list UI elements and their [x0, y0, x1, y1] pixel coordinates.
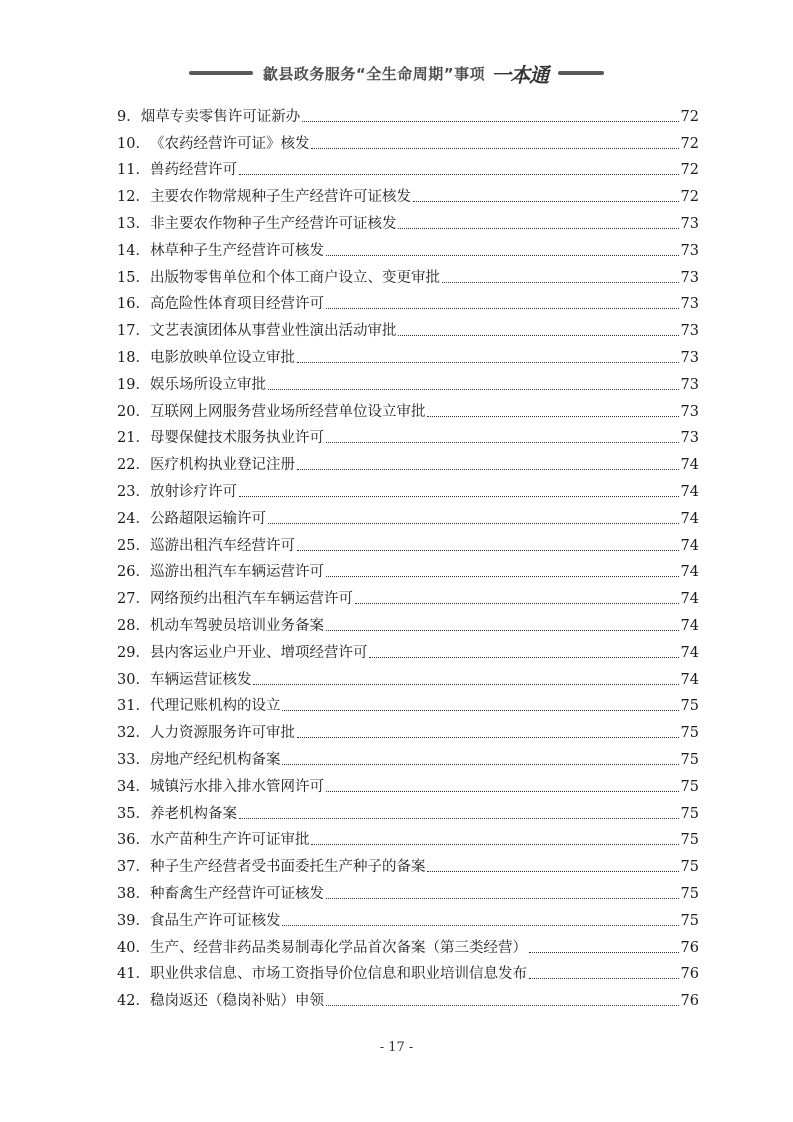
toc-entry-page: 75 [680, 698, 699, 715]
toc-entry-number: 39． [117, 912, 150, 929]
toc-entry-title: 县内客运业户开业、增项经营许可 [149, 644, 368, 661]
toc-entry[interactable] [117, 715, 699, 742]
toc-entry-title: 稳岗返还（稳岗补贴）申领 [149, 993, 324, 1010]
toc-dot-leader [326, 1005, 679, 1006]
toc-entry-title: 人力资源服务许可审批 [149, 725, 295, 742]
toc-entry[interactable] [117, 340, 699, 367]
toc-entry-number: 13． [117, 215, 150, 232]
toc-entry-page: 76 [680, 993, 699, 1010]
toc-entry[interactable] [117, 689, 699, 716]
toc-entry-number: 24． [117, 510, 150, 527]
toc-entry-page: 72 [680, 135, 699, 152]
toc-entry[interactable] [117, 394, 699, 421]
toc-entry[interactable] [117, 367, 699, 394]
toc-entry[interactable] [117, 796, 699, 823]
toc-entry-page: 73 [680, 215, 699, 232]
toc-entry-page: 73 [680, 376, 699, 393]
toc-entry-number: 29． [117, 644, 150, 661]
toc-entry[interactable] [117, 528, 699, 555]
toc-entry-page: 73 [680, 242, 699, 259]
toc-entry-page: 76 [680, 966, 699, 983]
toc-entry-page: 73 [680, 323, 699, 340]
toc-entry-page: 72 [680, 189, 699, 206]
toc-entry-page: 72 [680, 162, 699, 179]
toc-entry-number: 28． [117, 617, 150, 634]
toc-dot-leader [326, 255, 679, 256]
toc-entry-title: 机动车驾驶员培训业务备案 [149, 617, 324, 634]
toc-entry-page: 75 [680, 832, 699, 849]
toc-entry[interactable] [117, 447, 699, 474]
toc-dot-leader [297, 737, 679, 738]
toc-entry-number: 41． [117, 966, 150, 983]
page-header [0, 60, 793, 86]
toc-entry-page: 74 [680, 457, 699, 474]
toc-entry-title: 林草种子生产经营许可核发 [149, 242, 324, 259]
toc-entry-title: 城镇污水排入排水管网许可 [149, 778, 324, 795]
toc-entry-number: 25． [117, 537, 150, 554]
toc-dot-leader [302, 121, 678, 122]
toc-dot-leader [253, 684, 678, 685]
toc-dot-leader [311, 844, 678, 845]
toc-entry[interactable] [117, 179, 699, 206]
toc-entry-title: 水产苗种生产许可证审批 [149, 832, 310, 849]
toc-dot-leader [297, 469, 679, 470]
toc-entry-number: 33． [117, 751, 150, 768]
toc-dot-leader [326, 308, 679, 309]
toc-entry-number: 31． [117, 698, 150, 715]
toc-entry-number: 11． [117, 162, 150, 179]
toc-entry-number: 22． [117, 457, 150, 474]
toc-entry-title: 文艺表演团体从事营业性演出活动审批 [149, 323, 397, 340]
toc-entry-title: 兽药经营许可 [149, 162, 237, 179]
toc-entry-title: 生产、经营非药品类易制毒化学品首次备案（第三类经营） [149, 939, 527, 956]
toc-entry-title: 网络预约出租汽车车辆运营许可 [149, 591, 353, 608]
toc-dot-leader [297, 362, 679, 363]
toc-dot-leader [413, 201, 679, 202]
toc-entry[interactable] [117, 260, 699, 287]
toc-entry-title: 种子生产经营者受书面委托生产种子的备案 [149, 859, 426, 876]
toc-entry-title: 主要农作物常规种子生产经营许可证核发 [149, 189, 411, 206]
toc-entry[interactable] [117, 823, 699, 850]
toc-entry-title: 医疗机构执业登记注册 [149, 457, 295, 474]
toc-dot-leader [282, 925, 678, 926]
toc-entry[interactable] [117, 99, 699, 126]
toc-entry-page: 75 [680, 805, 699, 822]
toc-dot-leader [311, 148, 678, 149]
toc-entry[interactable] [117, 501, 699, 528]
toc-dot-leader [268, 523, 679, 524]
toc-entry-title: 出版物零售单位和个体工商户设立、变更审批 [149, 269, 440, 286]
toc-entry[interactable] [117, 983, 699, 1010]
toc-entry[interactable] [117, 126, 699, 153]
toc-entry-number: 30． [117, 671, 150, 688]
toc-entry-number: 34． [117, 778, 150, 795]
toc-entry-page: 74 [680, 591, 699, 608]
toc-entry-number: 16． [117, 296, 150, 313]
toc-entry-title: 放射诊疗许可 [149, 483, 237, 500]
toc-entry-page: 72 [680, 108, 699, 125]
toc-entry-page: 74 [680, 483, 699, 500]
toc-entry-title: 代理记账机构的设立 [149, 698, 281, 715]
toc-entry-title: 烟草专卖零售许可证新办 [140, 108, 301, 125]
toc-entry[interactable] [117, 153, 699, 180]
toc-entry-number: 27． [117, 591, 150, 608]
toc-entry[interactable] [117, 930, 699, 957]
toc-dot-leader [529, 952, 679, 953]
toc-entry-title: 车辆运营证核发 [149, 671, 252, 688]
header-right-rule [558, 71, 604, 75]
toc-entry-number: 10． [117, 135, 150, 152]
toc-entry-page: 75 [680, 725, 699, 742]
toc-dot-leader [326, 576, 679, 577]
toc-entry-page: 75 [680, 912, 699, 929]
toc-entry-title: 互联网上网服务营业场所经营单位设立审批 [149, 403, 426, 420]
toc-entry[interactable] [117, 555, 699, 582]
toc-entry-title: 巡游出租汽车经营许可 [149, 537, 295, 554]
toc-entry-page: 74 [680, 537, 699, 554]
toc-entry-title: 娱乐场所设立审批 [149, 376, 266, 393]
toc-entry-number: 18． [117, 349, 150, 366]
toc-entry-page: 73 [680, 296, 699, 313]
toc-entry[interactable] [117, 662, 699, 689]
toc-dot-leader [239, 496, 679, 497]
table-of-contents [117, 99, 699, 1010]
toc-entry-page: 76 [680, 939, 699, 956]
toc-dot-leader [442, 282, 679, 283]
toc-entry-title: 养老机构备案 [149, 805, 237, 822]
toc-entry[interactable] [117, 313, 699, 340]
toc-entry[interactable] [117, 287, 699, 314]
toc-dot-leader [427, 416, 678, 417]
toc-entry[interactable] [117, 957, 699, 984]
toc-entry-page: 74 [680, 644, 699, 661]
toc-entry-number: 23． [117, 483, 150, 500]
toc-entry-number: 26． [117, 564, 150, 581]
toc-entry-page: 75 [680, 751, 699, 768]
header-logo: 一本通 [491, 62, 549, 87]
toc-dot-leader [529, 978, 679, 979]
toc-entry-number: 12． [117, 189, 150, 206]
toc-entry-page: 73 [680, 349, 699, 366]
toc-entry-page: 75 [680, 859, 699, 876]
toc-entry-page: 75 [680, 778, 699, 795]
toc-entry-title: 职业供求信息、市场工资指导价位信息和职业培训信息发布 [149, 966, 527, 983]
toc-entry-page: 74 [680, 510, 699, 527]
page-number: - 17 - [379, 1040, 414, 1055]
toc-entry[interactable] [117, 206, 699, 233]
toc-entry[interactable] [117, 581, 699, 608]
toc-entry[interactable] [117, 849, 699, 876]
toc-entry-number: 9． [117, 108, 141, 125]
toc-entry-number: 36． [117, 832, 150, 849]
toc-entry-number: 38． [117, 885, 150, 902]
toc-entry[interactable] [117, 421, 699, 448]
toc-entry[interactable] [117, 608, 699, 635]
toc-dot-leader [326, 898, 679, 899]
toc-dot-leader [297, 550, 679, 551]
toc-entry-page: 73 [680, 403, 699, 420]
toc-dot-leader [398, 228, 678, 229]
toc-entry-number: 14． [117, 242, 150, 259]
toc-entry-page: 73 [680, 269, 699, 286]
toc-entry-title: 巡游出租汽车车辆运营许可 [149, 564, 324, 581]
header-left-rule [189, 71, 253, 75]
toc-entry-number: 32． [117, 725, 150, 742]
toc-entry-title: 高危险性体育项目经营许可 [149, 296, 324, 313]
toc-entry-number: 19． [117, 376, 150, 393]
toc-dot-leader [398, 335, 678, 336]
toc-dot-leader [326, 630, 679, 631]
toc-entry-title: 食品生产许可证核发 [149, 912, 281, 929]
toc-entry[interactable] [117, 474, 699, 501]
toc-entry[interactable] [117, 769, 699, 796]
toc-dot-leader [239, 174, 679, 175]
toc-entry-number: 40． [117, 939, 150, 956]
toc-entry-title: 房地产经纪机构备案 [149, 751, 281, 768]
toc-entry-title: 《农药经营许可证》核发 [149, 135, 310, 152]
toc-entry-title: 公路超限运输许可 [149, 510, 266, 527]
toc-entry-number: 17． [117, 323, 150, 340]
toc-entry-title: 母婴保健技术服务执业许可 [149, 430, 324, 447]
toc-dot-leader [282, 710, 678, 711]
toc-entry[interactable] [117, 903, 699, 930]
toc-entry-number: 20． [117, 403, 150, 420]
toc-dot-leader [355, 603, 679, 604]
toc-entry-number: 15． [117, 269, 150, 286]
toc-entry-title: 电影放映单位设立审批 [149, 349, 295, 366]
toc-entry-page: 74 [680, 564, 699, 581]
toc-entry[interactable] [117, 876, 699, 903]
toc-entry-number: 37． [117, 859, 150, 876]
toc-entry[interactable] [117, 742, 699, 769]
toc-entry[interactable] [117, 635, 699, 662]
toc-dot-leader [239, 818, 679, 819]
header-title: 歙县政务服务“全生命周期”事项 [262, 64, 486, 83]
toc-entry-page: 74 [680, 671, 699, 688]
toc-entry-page: 73 [680, 430, 699, 447]
toc-dot-leader [326, 442, 679, 443]
toc-entry-number: 42． [117, 993, 150, 1010]
toc-entry-title: 非主要农作物种子生产经营许可证核发 [149, 215, 397, 232]
toc-dot-leader [369, 657, 678, 658]
toc-entry-page: 75 [680, 885, 699, 902]
toc-dot-leader [282, 764, 678, 765]
toc-entry-title: 种畜禽生产经营许可证核发 [149, 885, 324, 902]
toc-dot-leader [268, 389, 679, 390]
toc-dot-leader [326, 791, 679, 792]
toc-entry[interactable] [117, 233, 699, 260]
toc-dot-leader [427, 871, 678, 872]
toc-entry-number: 35． [117, 805, 150, 822]
toc-entry-number: 21． [117, 430, 150, 447]
toc-entry-page: 74 [680, 617, 699, 634]
